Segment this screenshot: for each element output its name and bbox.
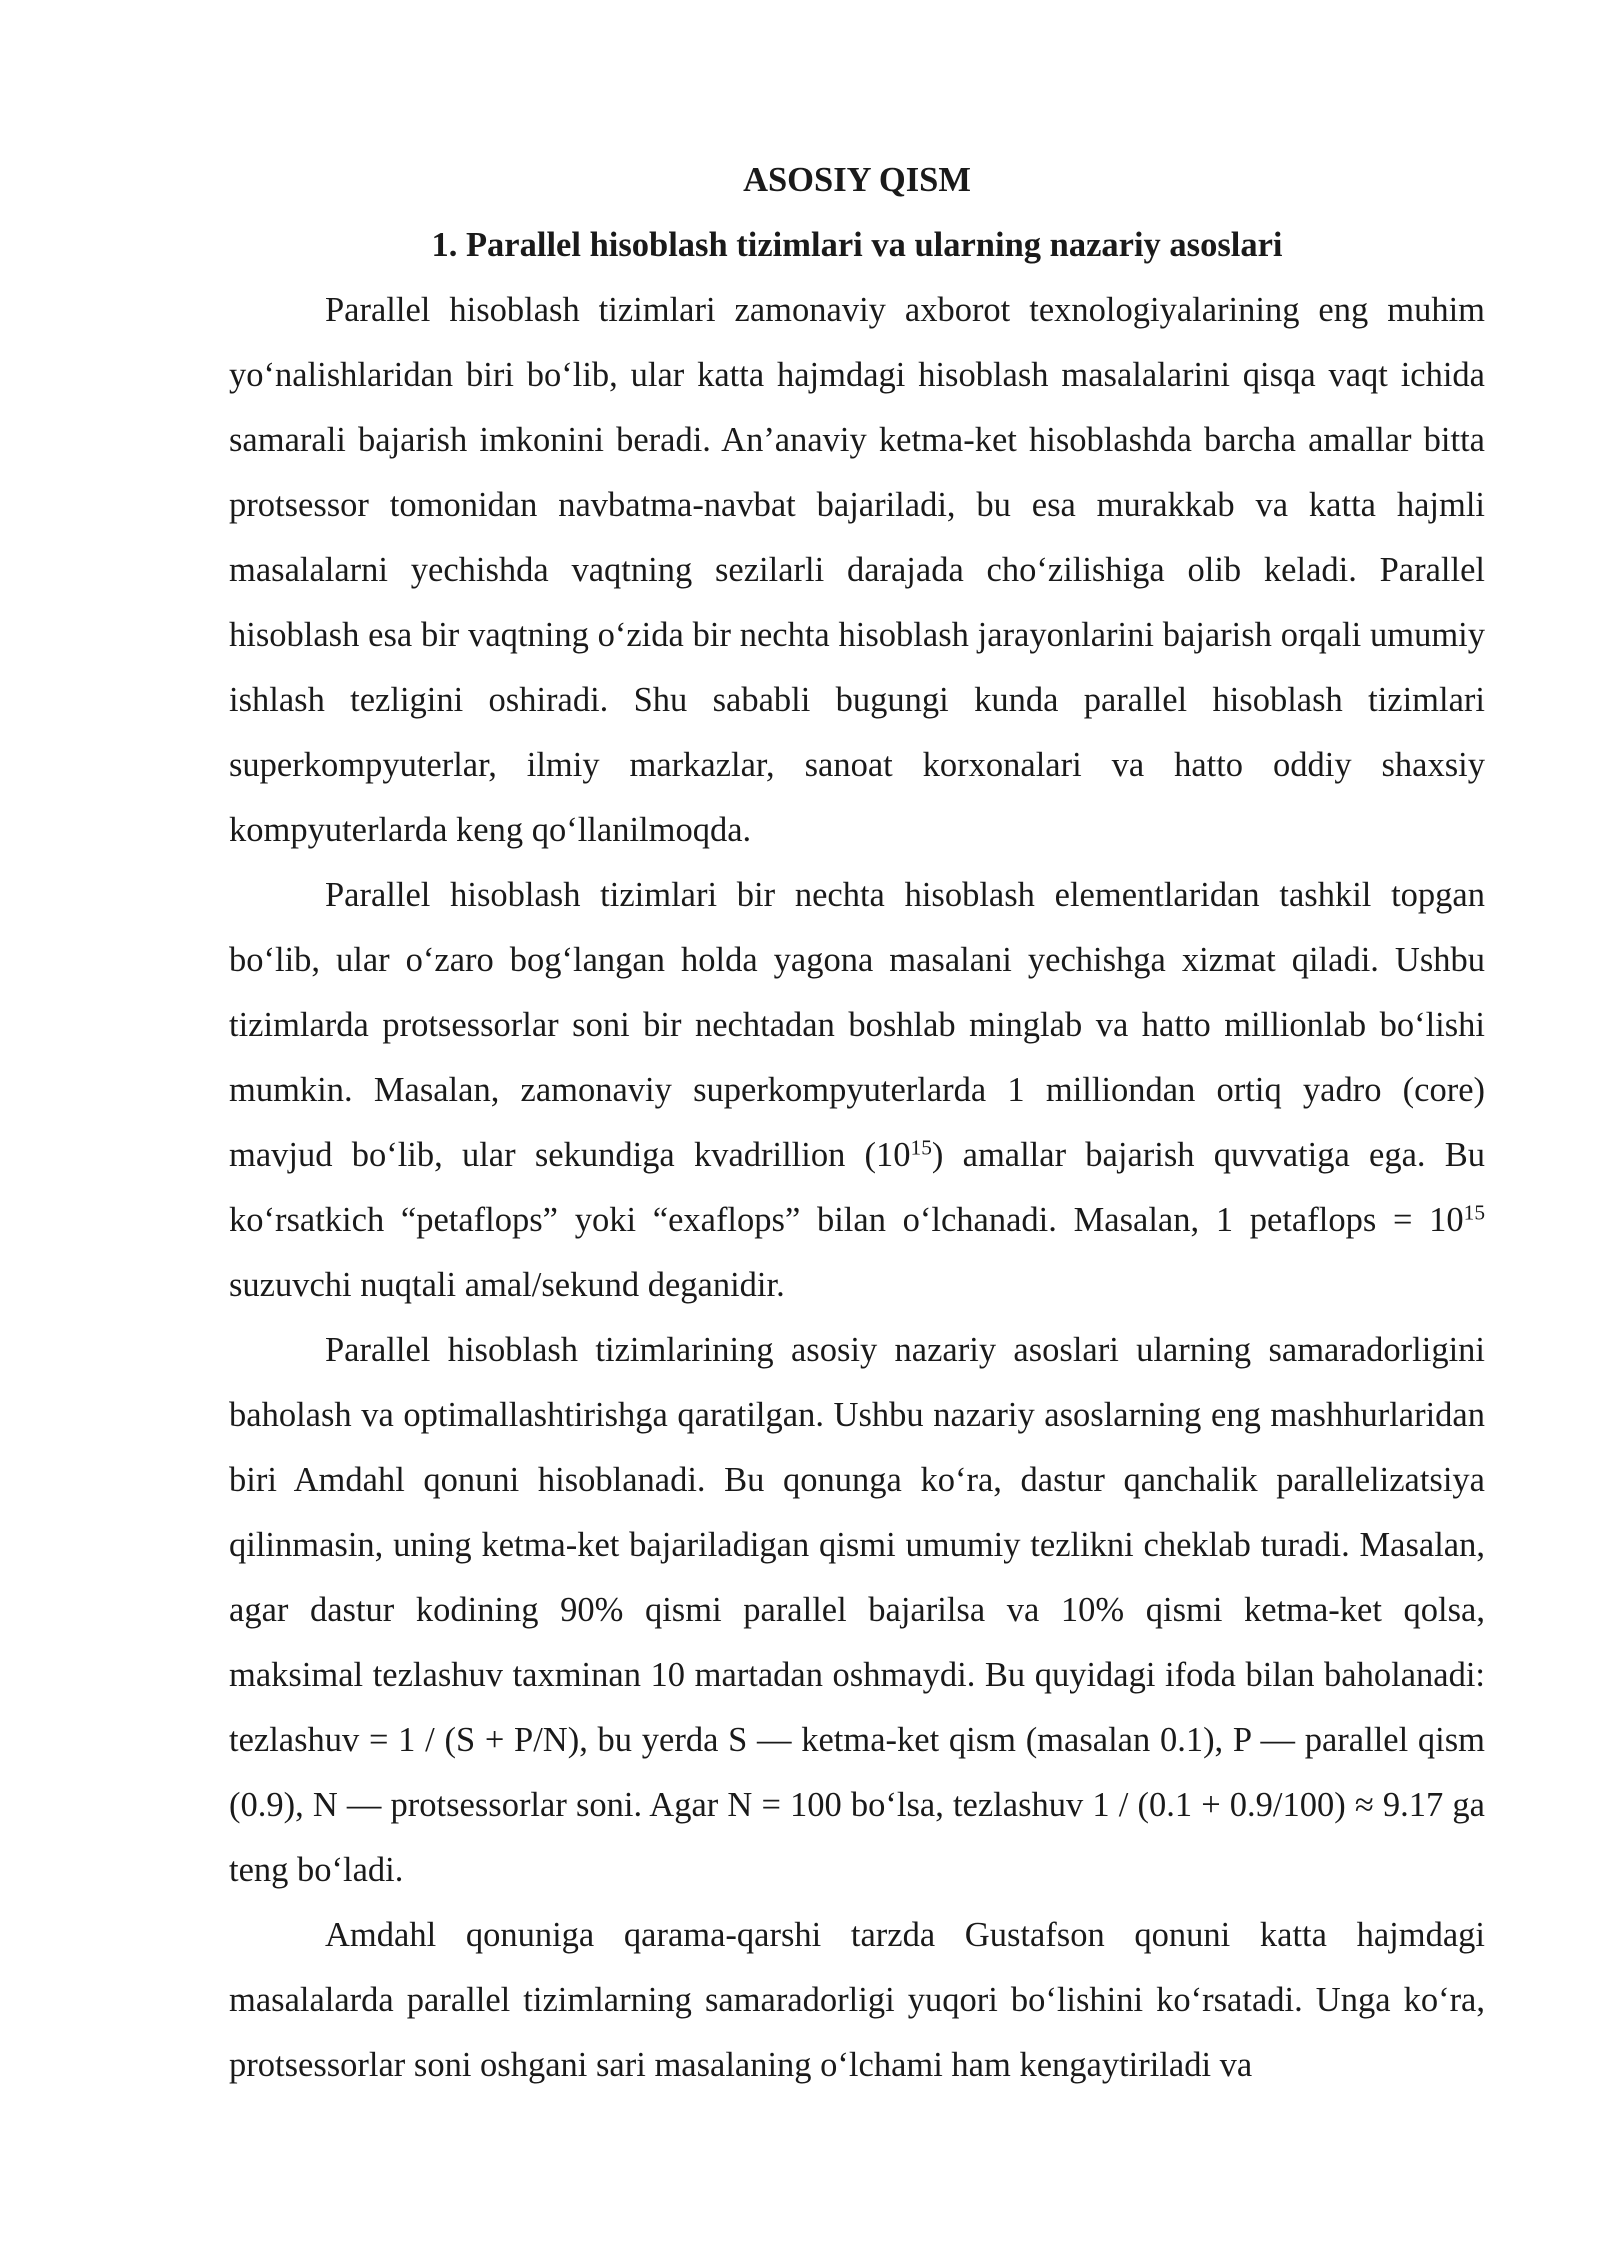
paragraph-3: Parallel hisoblash tizimlarining asosiy nazariy asoslari ularning samaradorligini baholash va optimallashtirishga qaratilgan. Ushbu nazariy asoslarning eng mashhurlaridan biri Amdahl qonuni hisoblanadi. Bu qonunga ko‘ra, dastur qanchalik parallelizatsiya qilinmasin, uning ketma-ket bajariladigan qismi umumiy tezlikni cheklab turadi. Masalan, agar dastur kodining 90% qismi parallel bajarilsa va 10% qismi ketma-ket qolsa, maksimal tezlashuv taxminan 10 martadan oshmaydi. Bu quyidagi ifoda bilan baholanadi: tezlashuv = 1 / (S + P/N), bu yerda S — ketma-ket qism (masalan 0.1), P — parallel qism (0.9), N — protsessorlar soni. Agar N = 100 bo‘lsa, tezlashuv 1 / (0.1 + 0.9/100) ≈ 9.17 ga teng bo‘ladi. xyxy=(229,1331,1485,1889)
paragraph-2-part-3: suzuvchi nuqtali amal/sekund deganidir. xyxy=(229,1266,785,1304)
exponent-2: 15 xyxy=(1463,1200,1485,1225)
page-title: ASOSIY QISM xyxy=(743,161,971,199)
document-body xyxy=(229,148,1485,2098)
section-heading: 1. Parallel hisoblash tizimlari va ularning nazariy asoslari xyxy=(431,226,1283,264)
paragraph-2-part-2: ) amallar bajarish quvvatiga ega. Bu ko‘rsatkich “petaflops” yoki “exaflops” bilan o‘lchanadi. Masalan, 1 petaflops = 10 xyxy=(229,1136,1485,1239)
paragraph-2 xyxy=(229,863,1485,1318)
paragraph-1: Parallel hisoblash tizimlari zamonaviy axborot texnologiyalarining eng muhim yo‘nalishlaridan biri bo‘lib, ular katta hajmdagi hisoblash masalalarini qisqa vaqt ichida samarali bajarish imkonini beradi. An’anaviy ketma-ket hisoblashda barcha amallar bitta protsessor tomonidan navbatma-navbat bajariladi, bu esa murakkab va katta hajmli masalalarni yechishda vaqtning sezilarli darajada cho‘zilishiga olib keladi. Parallel hisoblash esa bir vaqtning o‘zida bir nechta hisoblash jarayonlarini bajarish orqali umumiy ishlash tezligini oshiradi. Shu sababli bugungi kunda parallel hisoblash tizimlari superkompyuterlar, ilmiy markazlar, sanoat korxonalari va hatto oddiy shaxsiy kompyuterlarda keng qo‘llanilmoqda. xyxy=(229,291,1485,849)
exponent-1: 15 xyxy=(910,1135,932,1160)
paragraph-2-part-1: Parallel hisoblash tizimlari bir nechta hisoblash elementlaridan tashkil topgan bo‘lib, ular o‘zaro bog‘langan holda yagona masalani yechishga xizmat qiladi. Ushbu tizimlarda protsessorlar soni bir nechtadan boshlab minglab va hatto millionlab bo‘lishi mumkin. Masalan, zamonaviy superkompyuterlarda 1 milliondan ortiq yadro (core) mavjud bo‘lib, ular sekundiga kvadrillion (10 xyxy=(229,876,1485,1174)
paragraph-4: Amdahl qonuniga qarama-qarshi tarzda Gustafson qonuni katta hajmdagi masalalarda parallel tizimlarning samaradorligi yuqori bo‘lishini ko‘rsatadi. Unga ko‘ra, protsessorlar soni oshgani sari masalaning o‘lchami ham kengaytiriladi va xyxy=(229,1916,1485,2084)
